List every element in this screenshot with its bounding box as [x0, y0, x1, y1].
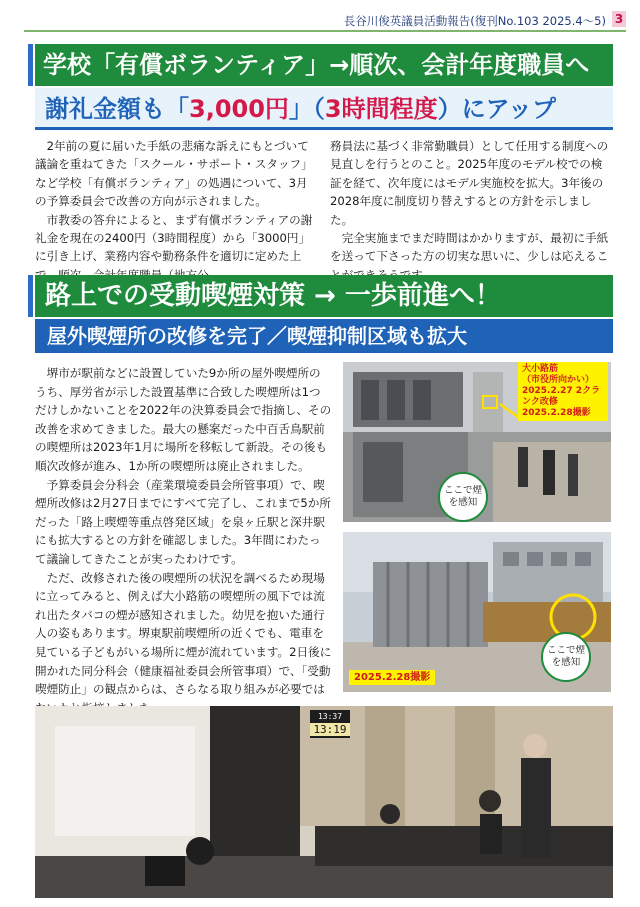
smoking-area-photo-2: [343, 532, 611, 692]
page-number: 3: [612, 11, 626, 27]
smoke-detected-bubble: ここで煙を感知: [541, 632, 591, 682]
article2-paragraph: 予算委員会分科会（産業環境委員会所管事項）で、喫煙所改修は2月27日までにすべて完了し、これまで5か所だった「路上喫煙等重点啓発区域」を泉ヶ丘駅と深井駅にも拡大するとの方針を確認しました。3年間にわたって議論してきたことが実ったわけです。: [35, 477, 331, 566]
article2-subheadline: 屋外喫煙所の改修を完了／喫煙抑制区域も拡大: [35, 319, 613, 353]
article1-subheadline: [35, 88, 613, 130]
article2-body: [35, 364, 332, 717]
article1-paragraph: 市教委の答弁によると、まず有償ボランティアの謝礼金を現在の2400円（3時間程度）から「3000円」に引き上げ、業務内容や勤務条件を適切に定めた上: [35, 212, 313, 264]
clock-time: 13:19: [310, 723, 350, 736]
article1-paragraph: 2年前の夏に届いた手紙の悲痛な訴えにもとづいて議論を重ねてきた「スクール・サポート・スタッフ」など学校「有償ボランティア」の処遇について、3月の予算委員会で改善の方向が示されました。: [35, 139, 313, 209]
article1-paragraph: 務員法に基づく非常勤職員）として任用する制度への見直しを行うとのこと。2025年度のモデル校での検証を経て、次年度にはモデル実施校を拡大。3年後の2028年度に制度切り替えするとの方針を示しました。: [330, 139, 609, 227]
subheadline-pre: 謝礼金額も「: [45, 95, 189, 123]
caption-line: 2025.2.27 2クランク改修: [522, 386, 601, 407]
article1-paragraph: 完全実施までまだ時間はかかりますが、最初に手紙を送って下さった方の切実な思いに、少しは応えるこ: [330, 231, 609, 264]
article1-headline: 学校「有償ボランティア」→順次、会計年度職員へ: [35, 44, 613, 86]
newsletter-title: 長谷川俊英議員活動報告(復刊No.103 2025.4～5): [343, 14, 606, 28]
clock-small: 13:37: [317, 712, 343, 721]
article2-paragraph: ただ、改修された後の喫煙所の状況を調べるため現場に立ってみると、例えば大小路筋の喫煙所の風下では流れ出たタバコの煙が感知されました。幼児を抱いた通行人の姿もあります。堺東駅前喫煙所の近くでも、電車を見ている子どもがいる場所に煙が流れています。2日後に開かれた同分科会（健康福祉委員会所管事項）で、「受動喫煙防止」の観点からは、さらなる取り組みが必要では: [35, 570, 332, 697]
clock-display: [310, 710, 350, 738]
caption-line: 大小路筋: [522, 364, 559, 374]
photo2-date: 2025.2.28撮影: [349, 670, 435, 685]
header-rule: [24, 30, 626, 32]
article2-headline: 路上での受動喫煙対策 → 一歩前進へ！: [35, 275, 613, 317]
headline-accent: [28, 275, 33, 317]
headline-accent: [28, 44, 33, 86]
subheadline-hours: 3時間程度: [324, 95, 438, 123]
caption-line: 2025.2.28撮影: [522, 408, 591, 418]
page-header: [24, 6, 626, 32]
subheadline-post: ）にアップ: [437, 95, 556, 123]
subheadline-mid: 」（: [288, 95, 325, 123]
article1-left-column: [35, 137, 313, 284]
article2-paragraph: 堺市が駅前などに設置していた9か所の屋外喫煙所のうち、厚労省が示した設置基準に合致した喫煙所は1つだけしかないことを2022年の決算委員会で指摘し、その改善を求めてきました。最大の懸案だった中百舌鳥駅前の喫煙所は2023年1月に場所を移転して新設。その後も順次改修が進み、1か所の喫煙所は廃止されました。: [35, 366, 332, 473]
smoking-area-photo-1: [343, 362, 611, 522]
smoke-detected-bubble: ここで煙を感知: [438, 472, 488, 522]
subheadline-amount: 3,000円: [189, 95, 289, 123]
photo1-caption: [518, 362, 608, 421]
caption-line: （市役所向かい）: [522, 375, 595, 385]
article1-right-column: [330, 137, 612, 284]
committee-meeting-photo: [35, 706, 613, 898]
